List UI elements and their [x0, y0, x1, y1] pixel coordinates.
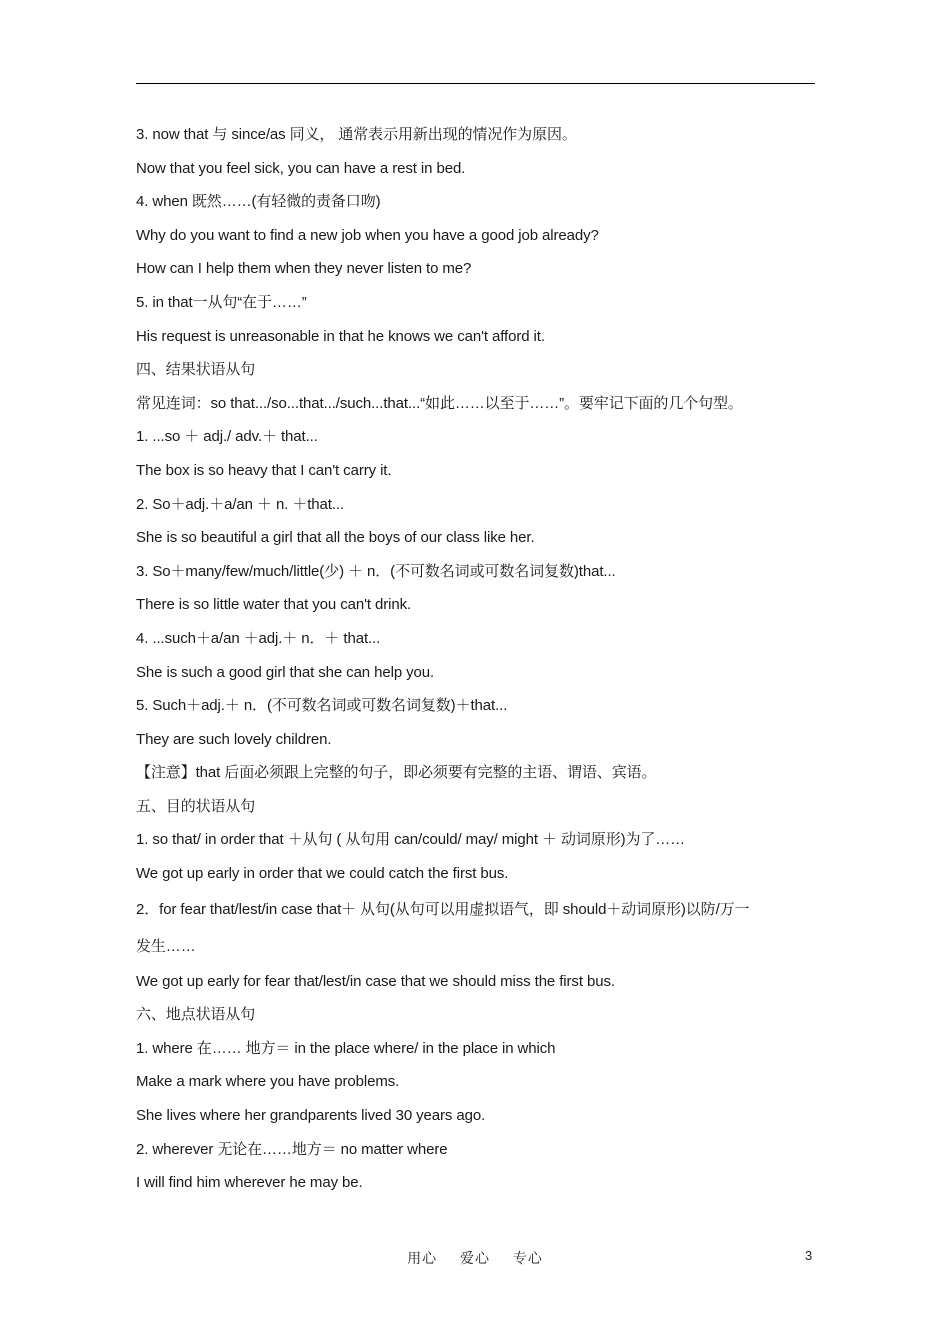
text-line: 1. where 在…… 地方＝ in the place where/ in the place in which [136, 1039, 556, 1057]
section-heading: 五、目的状语从句 [136, 797, 256, 815]
text-line: Make a mark where you have problems. [136, 1073, 400, 1091]
text-line: 发生…… [136, 937, 196, 955]
text-line: 常见连词：so that.../so...that.../such...that...“如此……以至于……”。要牢记下面的几个句型。 [136, 394, 743, 412]
text-line: We got up early for fear that/lest/in case that we should miss the first bus. [136, 972, 615, 990]
text-line: We got up early in order that we could catch the first bus. [136, 865, 509, 883]
text-line: I will find him wherever he may be. [136, 1174, 363, 1192]
text-line: 5. in that一从句“在于……” [136, 293, 307, 311]
header-rule [136, 83, 815, 84]
page-number: 3 [805, 1248, 813, 1263]
text-line: 1. so that/ in order that ＋从句 ( 从句用 can/could/ may/ might ＋ 动词原形)为了…… [136, 831, 686, 849]
text-line: 4. when 既然……(有轻微的责备口吻) [136, 193, 381, 211]
text-line: The box is so heavy that I can't carry it. [136, 461, 392, 479]
text-line: 3. now that 与 since/as 同义， 通常表示用新出现的情况作为原因。 [136, 126, 577, 143]
text-line: 2. So＋adj.＋a/an ＋ n. ＋that... [136, 495, 345, 513]
text-line: Now that you feel sick, you can have a rest in bed. [136, 159, 466, 177]
text-line: 5. Such＋adj.＋ n．(不可数名词或可数名词复数)＋that... [136, 697, 508, 715]
text-line: 2. wherever 无论在……地方＝ no matter where [136, 1140, 448, 1158]
text-line: 1. ...so ＋ adj./ adv.＋ that... [136, 428, 318, 446]
text-line: There is so little water that you can't drink. [136, 596, 412, 614]
text-line: She lives where her grandparents lived 30 years ago. [136, 1107, 486, 1125]
text-line: His request is unreasonable in that he knows we can't afford it. [136, 327, 545, 345]
footer-word: 爱心 [460, 1250, 490, 1266]
footer-word: 专心 [512, 1250, 543, 1266]
text-line: They are such lovely children. [136, 730, 332, 748]
section-heading: 四、结果状语从句 [136, 361, 256, 379]
section-heading: 六、地点状语从句 [136, 1006, 256, 1024]
text-line: 4. ...such＋a/an ＋adj.＋ n．＋ that... [136, 629, 381, 647]
body-text [136, 118, 826, 1200]
text-line: 3. So＋many/few/much/little(少) ＋ n．(不可数名词或可数名词复数)that... [136, 562, 616, 580]
note-line: 【注意】that 后面必须跟上完整的句子，即必须要有完整的主语、谓语、宾语。 [136, 764, 657, 782]
text-line: She is such a good girl that she can help you. [136, 663, 435, 681]
text-line: She is so beautiful a girl that all the boys of our class like her. [136, 529, 535, 547]
text-line: 2．for fear that/lest/in case that＋ 从句(从句可以用虚拟语气，即 should＋动词原形)以防/万一 [136, 900, 750, 918]
text-line: Why do you want to find a new job when you have a good job already? [136, 226, 599, 244]
footer-word: 用心 [407, 1250, 438, 1266]
text-line: How can I help them when they never listen to me? [136, 260, 472, 278]
